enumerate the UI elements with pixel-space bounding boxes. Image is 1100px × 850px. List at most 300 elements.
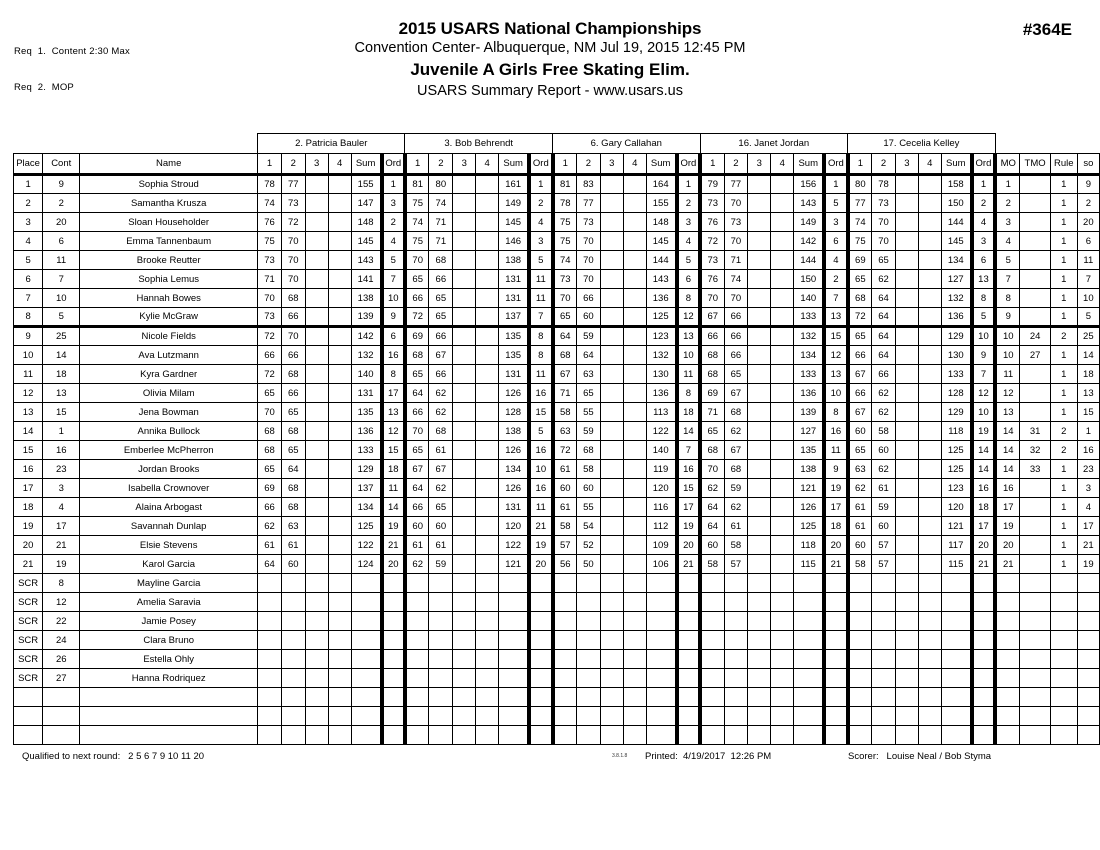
row-j5-s3 — [895, 441, 918, 460]
row-j2-s2 — [429, 669, 453, 688]
row-j2-s2: 68 — [429, 251, 453, 270]
row-mo — [995, 612, 1020, 631]
row-so: 16 — [1077, 441, 1099, 460]
row-j4-s1: 71 — [700, 403, 724, 422]
row-j1-sum: 136 — [351, 422, 381, 441]
row-j5-sum — [941, 612, 971, 631]
row-j2-s4 — [476, 441, 499, 460]
row-j3-s4 — [623, 365, 646, 384]
empty-cell — [972, 726, 995, 745]
row-j5-s1: 62 — [848, 479, 872, 498]
row-j1-s2: 77 — [281, 175, 305, 194]
table-row[interactable] — [14, 251, 1100, 270]
row-j4-s3 — [748, 327, 771, 346]
empty-cell — [677, 707, 700, 726]
table-row[interactable] — [14, 232, 1100, 251]
row-j4-sum: 149 — [794, 213, 824, 232]
row-j5-s1: 74 — [848, 213, 872, 232]
row-mo — [995, 574, 1020, 593]
row-j4-sum — [794, 593, 824, 612]
row-j5-s3 — [895, 593, 918, 612]
row-rule: 1 — [1050, 194, 1077, 213]
table-row[interactable] — [14, 384, 1100, 403]
row-j1-s2: 70 — [281, 251, 305, 270]
empty-cell — [600, 688, 623, 707]
row-j3-s4 — [623, 669, 646, 688]
row-j5-s3 — [895, 194, 918, 213]
row-j2-s1: 66 — [405, 289, 429, 308]
row-j2-s2: 66 — [429, 327, 453, 346]
row-j1-s1 — [258, 650, 282, 669]
table-row[interactable] — [14, 517, 1100, 536]
empty-cell — [14, 707, 43, 726]
row-j2-ord: 3 — [529, 232, 552, 251]
row-tmo — [1020, 498, 1050, 517]
row-j4-ord: 6 — [824, 232, 847, 251]
row-j2-ord: 16 — [529, 441, 552, 460]
row-place: SCR — [14, 631, 43, 650]
row-j5-s4 — [918, 422, 941, 441]
row-name: Hanna Rodriquez — [80, 669, 258, 688]
row-j4-s1 — [700, 669, 724, 688]
table-row[interactable] — [14, 270, 1100, 289]
row-j2-s1: 67 — [405, 460, 429, 479]
row-j3-sum — [646, 612, 676, 631]
row-j1-s2: 70 — [281, 232, 305, 251]
row-j4-s4 — [771, 175, 794, 194]
row-j2-ord: 11 — [529, 365, 552, 384]
row-j2-s2: 66 — [429, 365, 453, 384]
empty-cell — [328, 707, 351, 726]
row-j3-ord: 14 — [677, 422, 700, 441]
row-j2-s1: 61 — [405, 536, 429, 555]
row-j5-s1: 65 — [848, 441, 872, 460]
row-j5-s2: 78 — [872, 175, 896, 194]
row-j3-s3 — [600, 441, 623, 460]
row-so: 5 — [1077, 308, 1099, 327]
row-j4-s1: 60 — [700, 536, 724, 555]
row-name: Emma Tannenbaum — [80, 232, 258, 251]
empty-cell — [918, 707, 941, 726]
row-j3-s2: 63 — [577, 365, 601, 384]
empty-cell — [724, 688, 748, 707]
empty-cell — [305, 726, 328, 745]
row-j3-s2: 60 — [577, 308, 601, 327]
row-name: Elsie Stevens — [80, 536, 258, 555]
row-j1-s1 — [258, 631, 282, 650]
table-row[interactable] — [14, 175, 1100, 194]
row-j4-s1: 62 — [700, 479, 724, 498]
row-j4-s2: 65 — [724, 365, 748, 384]
row-j1-s3 — [305, 555, 328, 574]
row-j3-s3 — [600, 251, 623, 270]
row-j5-s4 — [918, 365, 941, 384]
row-j2-s4 — [476, 422, 499, 441]
row-j3-s2: 60 — [577, 479, 601, 498]
row-j5-s4 — [918, 669, 941, 688]
row-mo: 14 — [995, 441, 1020, 460]
row-j3-s4 — [623, 574, 646, 593]
row-j1-sum: 138 — [351, 289, 381, 308]
row-j2-ord: 8 — [529, 327, 552, 346]
row-j4-s3 — [748, 384, 771, 403]
row-j5-s1: 63 — [848, 460, 872, 479]
row-j4-sum: 121 — [794, 479, 824, 498]
row-j1-s4 — [328, 346, 351, 365]
empty-cell — [281, 726, 305, 745]
row-rule — [1050, 574, 1077, 593]
row-name: Alaina Arbogast — [80, 498, 258, 517]
row-j4-s1: 70 — [700, 289, 724, 308]
empty-cell — [553, 726, 577, 745]
column-header-j3-3: 3 — [600, 154, 623, 175]
empty-cell — [43, 688, 80, 707]
table-row[interactable] — [14, 422, 1100, 441]
row-j3-s1: 81 — [553, 175, 577, 194]
row-cont: 25 — [43, 327, 80, 346]
row-j5-ord: 3 — [972, 232, 995, 251]
table-row[interactable] — [14, 612, 1100, 631]
table-row[interactable] — [14, 479, 1100, 498]
results-table-body — [14, 134, 1100, 745]
empty-cell — [351, 726, 381, 745]
row-j3-ord: 7 — [677, 441, 700, 460]
row-so: 21 — [1077, 536, 1099, 555]
row-j5-ord: 6 — [972, 251, 995, 270]
row-j5-s3 — [895, 365, 918, 384]
row-place: 18 — [14, 498, 43, 517]
column-header-j2-2: 2 — [429, 154, 453, 175]
row-j5-s1: 80 — [848, 175, 872, 194]
column-header-j1-3: 3 — [305, 154, 328, 175]
column-header-place: Place — [14, 154, 43, 175]
row-j4-s1: 76 — [700, 213, 724, 232]
row-j3-s2 — [577, 669, 601, 688]
row-rule — [1050, 612, 1077, 631]
row-j5-sum: 132 — [941, 289, 971, 308]
row-j2-s3 — [453, 175, 476, 194]
row-j3-sum: 148 — [646, 213, 676, 232]
row-j3-ord: 12 — [677, 308, 700, 327]
empty-cell — [1020, 707, 1050, 726]
row-j1-s2: 65 — [281, 441, 305, 460]
table-row[interactable] — [14, 650, 1100, 669]
row-name: Olivia Milam — [80, 384, 258, 403]
row-place: 3 — [14, 213, 43, 232]
column-header-j2-1: 1 — [405, 154, 429, 175]
row-j2-s1 — [405, 574, 429, 593]
row-j4-s3 — [748, 555, 771, 574]
row-j5-ord — [972, 593, 995, 612]
empty-cell — [677, 688, 700, 707]
row-j2-s3 — [453, 574, 476, 593]
row-j4-s1 — [700, 593, 724, 612]
empty-cell — [476, 726, 499, 745]
empty-cell — [646, 707, 676, 726]
row-j1-s2 — [281, 631, 305, 650]
table-row[interactable] — [14, 365, 1100, 384]
row-j1-s1: 72 — [258, 327, 282, 346]
judge-header-1: 2. Patricia Bauler — [258, 134, 405, 154]
row-j4-sum: 156 — [794, 175, 824, 194]
row-j5-s2: 60 — [872, 517, 896, 536]
row-j2-sum: 126 — [499, 441, 529, 460]
row-cont: 15 — [43, 403, 80, 422]
row-j2-ord: 15 — [529, 403, 552, 422]
column-header-j5-ord: Ord — [972, 154, 995, 175]
row-j4-s3 — [748, 650, 771, 669]
row-tmo — [1020, 384, 1050, 403]
row-j3-s1 — [553, 669, 577, 688]
row-j5-ord — [972, 669, 995, 688]
row-j1-s1: 73 — [258, 308, 282, 327]
row-j5-sum: 127 — [941, 270, 971, 289]
row-j2-s4 — [476, 251, 499, 270]
empty-cell — [794, 726, 824, 745]
row-j1-s1: 62 — [258, 517, 282, 536]
empty-cell — [1050, 726, 1077, 745]
row-j4-s1: 64 — [700, 517, 724, 536]
empty-cell — [281, 688, 305, 707]
empty-cell — [382, 707, 405, 726]
row-j4-sum: 142 — [794, 232, 824, 251]
row-j4-s2: 61 — [724, 517, 748, 536]
row-j4-s3 — [748, 479, 771, 498]
row-j3-s3 — [600, 631, 623, 650]
row-j2-s3 — [453, 289, 476, 308]
table-row[interactable] — [14, 194, 1100, 213]
row-j4-s2 — [724, 574, 748, 593]
row-j4-sum: 134 — [794, 346, 824, 365]
row-j2-sum — [499, 574, 529, 593]
row-j1-sum: 145 — [351, 232, 381, 251]
row-j4-s4 — [771, 422, 794, 441]
empty-cell — [771, 707, 794, 726]
table-row[interactable] — [14, 555, 1100, 574]
empty-cell — [918, 688, 941, 707]
row-j2-s1: 62 — [405, 555, 429, 574]
row-j1-s1: 64 — [258, 555, 282, 574]
row-j3-s1: 74 — [553, 251, 577, 270]
row-cont: 11 — [43, 251, 80, 270]
row-j3-sum: 145 — [646, 232, 676, 251]
table-row[interactable] — [14, 308, 1100, 327]
empty-cell — [972, 707, 995, 726]
row-j5-s4 — [918, 327, 941, 346]
row-j2-sum: 137 — [499, 308, 529, 327]
row-place: 16 — [14, 460, 43, 479]
row-j1-s1: 73 — [258, 251, 282, 270]
row-j4-ord: 1 — [824, 175, 847, 194]
printed-stamp: Printed: 4/19/2017 12:26 PM — [645, 751, 772, 762]
row-j4-s4 — [771, 365, 794, 384]
table-row[interactable] — [14, 460, 1100, 479]
empty-cell — [1077, 726, 1099, 745]
table-row[interactable] — [14, 289, 1100, 308]
row-j4-ord — [824, 631, 847, 650]
row-rule: 2 — [1050, 422, 1077, 441]
row-j2-ord: 11 — [529, 289, 552, 308]
row-j4-s3 — [748, 251, 771, 270]
row-j1-sum: 139 — [351, 308, 381, 327]
row-j5-s2 — [872, 631, 896, 650]
column-header-so: so — [1077, 154, 1099, 175]
row-j4-sum — [794, 574, 824, 593]
row-j5-s1: 75 — [848, 232, 872, 251]
row-j1-s3 — [305, 669, 328, 688]
table-row[interactable] — [14, 536, 1100, 555]
empty-cell — [429, 726, 453, 745]
row-j3-s2: 77 — [577, 194, 601, 213]
empty-cell — [872, 707, 896, 726]
row-cont: 2 — [43, 194, 80, 213]
row-j1-sum: 125 — [351, 517, 381, 536]
empty-cell — [824, 688, 847, 707]
row-j1-sum: 135 — [351, 403, 381, 422]
row-j5-s3 — [895, 574, 918, 593]
row-j1-sum: 124 — [351, 555, 381, 574]
row-mo: 12 — [995, 384, 1020, 403]
row-rule: 1 — [1050, 384, 1077, 403]
row-so: 3 — [1077, 479, 1099, 498]
judge-header-4: 16. Janet Jordan — [700, 134, 848, 154]
row-name: Hannah Bowes — [80, 289, 258, 308]
table-row[interactable] — [14, 498, 1100, 517]
row-j2-s3 — [453, 213, 476, 232]
row-tmo — [1020, 251, 1050, 270]
column-header-j2-3: 3 — [453, 154, 476, 175]
row-j2-s3 — [453, 612, 476, 631]
scorer-line: Scorer: Louise Neal / Bob Styma — [848, 751, 992, 762]
empty-cell — [1050, 688, 1077, 707]
row-j5-s4 — [918, 574, 941, 593]
row-j1-sum — [351, 631, 381, 650]
row-j2-ord: 7 — [529, 308, 552, 327]
row-j1-s1: 70 — [258, 289, 282, 308]
empty-cell — [1020, 726, 1050, 745]
empty-cell — [405, 726, 429, 745]
row-j5-ord: 19 — [972, 422, 995, 441]
row-j5-sum — [941, 574, 971, 593]
row-j5-s1 — [848, 650, 872, 669]
row-j1-s1: 70 — [258, 403, 282, 422]
row-tmo — [1020, 194, 1050, 213]
row-j4-s1: 66 — [700, 327, 724, 346]
row-so: 2 — [1077, 194, 1099, 213]
row-tmo — [1020, 479, 1050, 498]
row-j5-s3 — [895, 631, 918, 650]
row-j3-s2: 59 — [577, 327, 601, 346]
empty-cell — [724, 707, 748, 726]
row-j5-s3 — [895, 536, 918, 555]
row-j2-s3 — [453, 251, 476, 270]
column-header-j5-3: 3 — [895, 154, 918, 175]
row-name: Nicole Fields — [80, 327, 258, 346]
row-j1-s2: 68 — [281, 498, 305, 517]
row-name: Clara Bruno — [80, 631, 258, 650]
row-j1-sum: 134 — [351, 498, 381, 517]
row-j4-s2: 74 — [724, 270, 748, 289]
row-j1-ord: 20 — [382, 555, 405, 574]
row-j5-sum: 129 — [941, 327, 971, 346]
row-j5-s3 — [895, 555, 918, 574]
table-row[interactable] — [14, 403, 1100, 422]
table-row[interactable] — [14, 669, 1100, 688]
row-j5-s4 — [918, 232, 941, 251]
table-row[interactable] — [14, 327, 1100, 346]
row-j3-s1: 78 — [553, 194, 577, 213]
table-row[interactable] — [14, 574, 1100, 593]
row-j4-s1: 69 — [700, 384, 724, 403]
empty-cell — [429, 707, 453, 726]
row-j4-s1: 68 — [700, 441, 724, 460]
row-cont: 8 — [43, 574, 80, 593]
row-mo: 14 — [995, 422, 1020, 441]
results-table — [13, 133, 1100, 745]
row-j3-ord: 17 — [677, 498, 700, 517]
row-j2-s3 — [453, 365, 476, 384]
row-j1-s4 — [328, 498, 351, 517]
row-j3-s4 — [623, 213, 646, 232]
row-j5-s2: 70 — [872, 232, 896, 251]
row-j1-ord: 7 — [382, 270, 405, 289]
row-place: 8 — [14, 308, 43, 327]
row-j1-s4 — [328, 327, 351, 346]
row-tmo — [1020, 593, 1050, 612]
row-rule: 1 — [1050, 479, 1077, 498]
row-j4-s1: 64 — [700, 498, 724, 517]
empty-cell — [941, 688, 971, 707]
column-header-j2-ord: Ord — [529, 154, 552, 175]
empty-cell — [14, 726, 43, 745]
row-rule: 1 — [1050, 175, 1077, 194]
empty-cell — [995, 688, 1020, 707]
row-name: Karol Garcia — [80, 555, 258, 574]
row-j2-s1 — [405, 593, 429, 612]
row-j2-s2: 61 — [429, 536, 453, 555]
row-cont: 3 — [43, 479, 80, 498]
row-j1-s2: 60 — [281, 555, 305, 574]
row-j5-s4 — [918, 289, 941, 308]
row-j3-s1 — [553, 631, 577, 650]
row-tmo — [1020, 574, 1050, 593]
row-j2-s4 — [476, 270, 499, 289]
table-row[interactable] — [14, 631, 1100, 650]
row-j3-s4 — [623, 555, 646, 574]
row-j1-s1: 65 — [258, 384, 282, 403]
empty-cell — [895, 688, 918, 707]
row-j4-sum: 133 — [794, 365, 824, 384]
table-row[interactable] — [14, 441, 1100, 460]
row-j2-s4 — [476, 631, 499, 650]
row-j2-ord: 16 — [529, 384, 552, 403]
table-row[interactable] — [14, 346, 1100, 365]
empty-cell — [553, 707, 577, 726]
row-j2-s1 — [405, 612, 429, 631]
row-name: Sloan Householder — [80, 213, 258, 232]
row-j1-s3 — [305, 270, 328, 289]
table-row[interactable] — [14, 213, 1100, 232]
row-j4-s3 — [748, 593, 771, 612]
table-row[interactable] — [14, 593, 1100, 612]
row-j5-s4 — [918, 650, 941, 669]
row-j3-s3 — [600, 194, 623, 213]
row-j5-s2: 57 — [872, 536, 896, 555]
empty-cell — [623, 688, 646, 707]
empty-cell — [848, 707, 872, 726]
row-j5-s1: 60 — [848, 536, 872, 555]
row-j2-s2 — [429, 612, 453, 631]
